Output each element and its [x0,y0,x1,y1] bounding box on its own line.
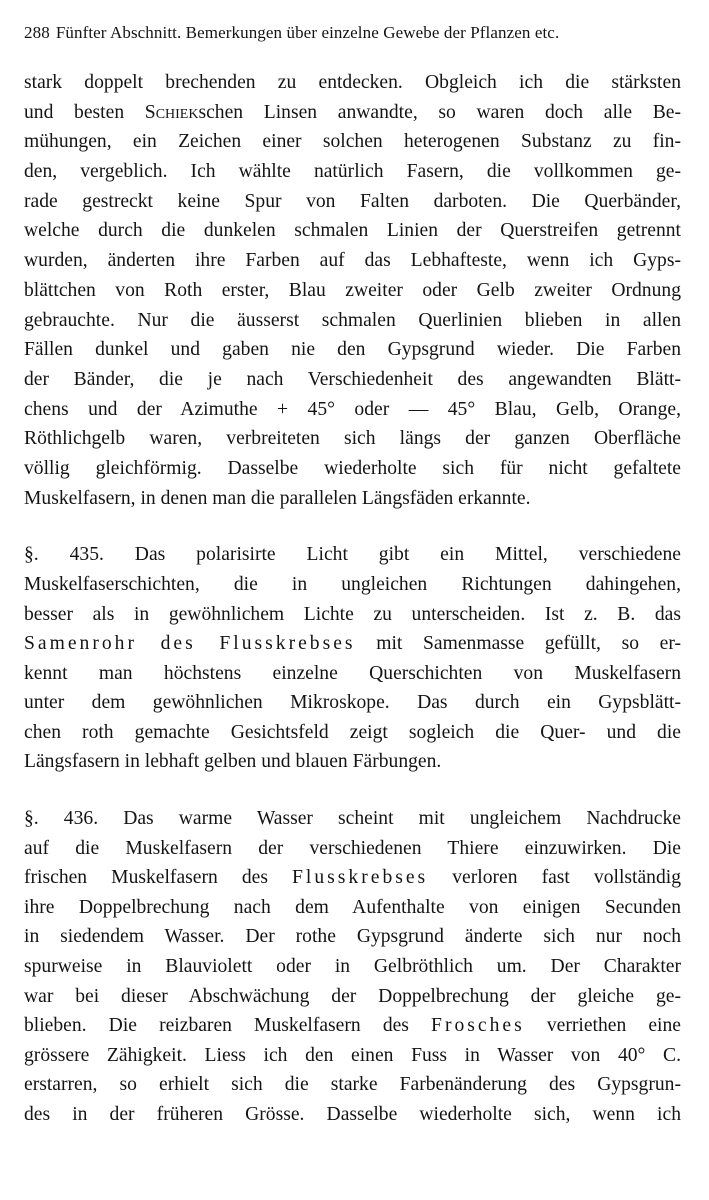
text-line [24,424,681,454]
text-run: stark doppelt brechenden zu entdecken. Obgleich ich die stärksten [24,72,681,93]
text-run: Muskelfaserschichten, die in ungleichen Richtungen dahingehen, [24,573,681,595]
text-run: völlig gleichförmig. Dasselbe wiederholte sich für nicht gefaltete [24,457,681,479]
text-run: war bei dieser Abschwächung der Doppelbrechung der gleiche ge- [24,985,681,1007]
text-run: spurweise in Blauviolett oder in Gelbröthlich um. Der Charakter [24,956,681,978]
text-run: grössere Zähigkeit. Liess ich den einen Fuss in Wasser von 40° C. [24,1044,681,1066]
text-run: mühungen, ein Zeichen einer solchen heterogenen Substanz zu fin- [24,131,681,153]
text-line [24,1041,681,1071]
text-line [24,718,681,748]
text-line [24,570,681,600]
text-line [24,688,681,718]
text-run: auf die Muskelfasern der verschiedenen Thiere einzuwirken. Die [24,837,681,859]
text-line [24,1070,681,1100]
text-run: §. 436. Das warme Wasser scheint mit ungleichem Nachdrucke [24,808,681,830]
text-line [24,1011,681,1041]
text-line [24,629,681,659]
text-run: unter dem gewöhnlichen Mikroskope. Das durch ein Gypsblätt- [24,692,681,714]
text-run: den, vergeblich. Ich wählte natürlich Fasern, die vollkommen ge- [24,161,681,183]
text-line [24,157,681,187]
text-line [24,454,681,484]
text-run: in siedendem Wasser. Der rothe Gypsgrund änderte sich nur noch [24,926,681,948]
text-line [24,952,681,982]
text-run: verloren fast vollständig [428,867,681,889]
paragraph-436 [24,804,681,1130]
text-run: rade gestreckt keine Spur von Falten darboten. Die Querbänder, [24,190,681,212]
text-line [24,540,681,570]
text-line [24,127,681,157]
running-header [24,22,681,44]
text-line [24,600,681,630]
spaced-emphasis: Flusskrebses [292,867,429,889]
text-run: gebrauchte. Nur die äusserst schmalen Querlinien blieben in allen [24,309,681,331]
text-line [24,804,681,834]
text-run: Muskelfasern, in denen man die parallelen Längsfäden erkannte. [24,487,531,509]
text-line [24,98,681,128]
text-line [24,68,681,98]
paragraph-gap [24,777,681,804]
spaced-emphasis: Samenrohr des Flusskrebses [24,633,356,655]
page-number: 288 [24,23,50,42]
text-run: §. 435. Das polarisirte Licht gibt ein Mittel, verschiedene [24,544,681,566]
text-line [24,246,681,276]
text-line [24,216,681,246]
text-line [24,893,681,923]
text-line [24,982,681,1012]
paragraph-435 [24,540,681,777]
text-run: Röthlichgelb waren, verbreiteten sich längs der ganzen Oberfläche [24,428,681,450]
text-run: schen Linsen anwandte, so waren doch alle Be- [198,101,681,123]
text-line [24,659,681,689]
text-run: der Bänder, die je nach Verschiedenheit des angewandten Blätt- [24,368,681,390]
text-run: ihre Doppelbrechung nach dem Aufenthalte von einigen Secunden [24,896,681,918]
text-line [24,335,681,365]
text-run: welche durch die dunkelen schmalen Linien der Querstreifen getrennt [24,220,681,242]
text-line [24,1100,681,1130]
small-caps-name: Schiek [144,101,199,123]
text-run: frischen Muskelfasern des [24,867,293,889]
paragraph-gap [24,513,681,540]
text-run: Längsfasern in lebhaft gelben und blauen Färbungen. [24,751,442,773]
text-run: chens und der Azimuthe + 45° oder — 45° Blau, Gelb, Orange, [24,398,681,420]
text-run: besser als in gewöhnlichem Lichte zu unterscheiden. Ist z. B. das [24,603,681,625]
text-run: und besten [24,101,145,123]
text-run: mit Samenmasse gefüllt, so er- [355,633,681,655]
text-run: blieben. Die reizbaren Muskelfasern des [24,1015,432,1037]
text-line [24,922,681,952]
text-line [24,484,681,514]
text-run: Fällen dunkel und gaben nie den Gypsgrund wieder. Die Farben [24,339,681,361]
text-line [24,747,681,777]
text-run: erstarren, so erhielt sich die starke Farbenänderung des Gypsgrun- [24,1074,681,1096]
paragraph-continuation [24,68,681,513]
text-line [24,187,681,217]
text-run: kennt man höchstens einzelne Querschichten von Muskelfasern [24,662,681,684]
text-run: des in der früheren Grösse. Dasselbe wiederholte sich, wenn ich [24,1104,681,1125]
text-line [24,395,681,425]
text-line [24,306,681,336]
text-run: wurden, änderten ihre Farben auf das Lebhafteste, wenn ich Gyps- [24,250,681,272]
text-line [24,365,681,395]
text-line [24,863,681,893]
text-line [24,276,681,306]
text-run: blättchen von Roth erster, Blau zweiter oder Gelb zweiter Ordnung [24,279,681,301]
text-line [24,834,681,864]
running-title: Fünfter Abschnitt. Bemerkungen über einzelne Gewebe der Pflanzen etc. [55,23,560,42]
spaced-emphasis: Frosches [431,1015,525,1037]
text-run: verriethen eine [524,1015,681,1037]
text-run: chen roth gemachte Gesichtsfeld zeigt sogleich die Quer- und die [24,721,681,743]
